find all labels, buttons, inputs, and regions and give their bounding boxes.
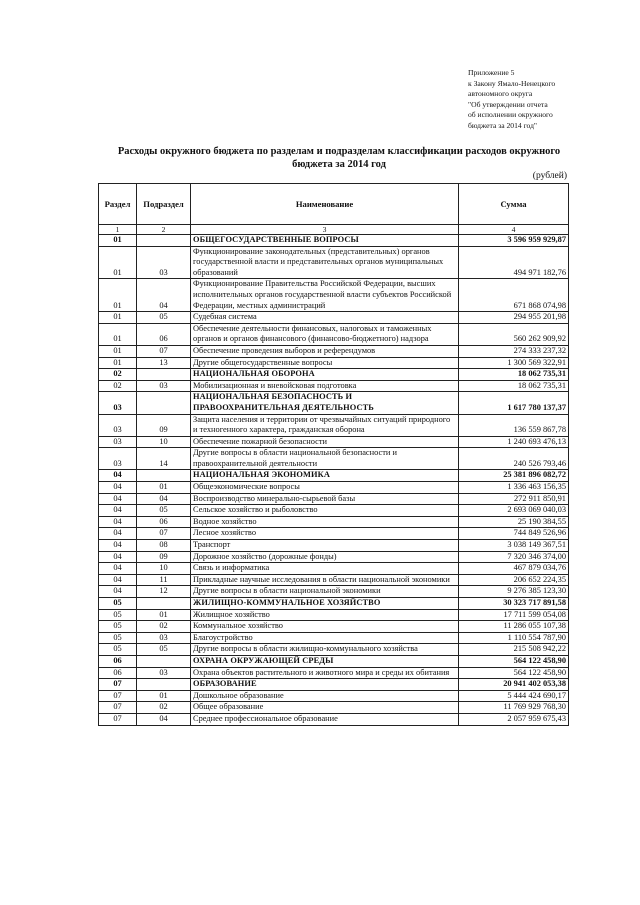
table-row xyxy=(99,357,569,369)
sum-cell: 671 868 074,98 xyxy=(459,279,569,312)
name-cell: Прикладные научные исследования в области национальной экономики xyxy=(191,574,459,586)
sum-cell: 744 849 526,96 xyxy=(459,528,569,540)
subsection-code-cell: 06 xyxy=(137,516,191,528)
section-code-cell: 01 xyxy=(99,345,137,357)
name-cell: ЖИЛИЩНО-КОММУНАЛЬНОЕ ХОЗЯЙСТВО xyxy=(191,598,459,610)
section-code-cell: 01 xyxy=(99,235,137,247)
header-name: Наименование xyxy=(191,184,459,225)
name-cell: Другие вопросы в области национальной безопасности и правоохранительной деятельности xyxy=(191,448,459,470)
table-row xyxy=(99,586,569,598)
subsection-code-cell xyxy=(137,392,191,414)
title-line-2: бюджета за 2014 год xyxy=(292,159,386,170)
index-cell: 2 xyxy=(137,225,191,235)
header-sum: Сумма xyxy=(459,184,569,225)
name-cell: НАЦИОНАЛЬНАЯ ЭКОНОМИКА xyxy=(191,470,459,482)
name-cell: ОБРАЗОВАНИЕ xyxy=(191,679,459,691)
sum-cell: 30 323 717 891,58 xyxy=(459,598,569,610)
table-row xyxy=(99,644,569,656)
name-cell: Среднее профессиональное образование xyxy=(191,713,459,725)
table-row xyxy=(99,655,569,667)
table-row xyxy=(99,414,569,436)
sum-cell: 2 693 069 040,03 xyxy=(459,505,569,517)
section-code-cell: 02 xyxy=(99,380,137,392)
sum-cell: 294 955 201,98 xyxy=(459,312,569,324)
appendix-line: об исполнении окружного xyxy=(468,110,553,120)
sum-cell: 11 286 055 107,38 xyxy=(459,621,569,633)
table-row xyxy=(99,702,569,714)
sum-cell: 3 596 959 929,87 xyxy=(459,235,569,247)
document-title xyxy=(108,145,570,171)
table-row xyxy=(99,621,569,633)
subsection-code-cell: 07 xyxy=(137,345,191,357)
sum-cell: 7 320 346 374,00 xyxy=(459,551,569,563)
budget-table xyxy=(98,183,569,726)
sum-cell: 564 122 458,90 xyxy=(459,655,569,667)
subsection-code-cell: 04 xyxy=(137,493,191,505)
subsection-code-cell xyxy=(137,470,191,482)
sum-cell: 2 057 959 675,43 xyxy=(459,713,569,725)
sum-cell: 18 062 735,31 xyxy=(459,380,569,392)
table-row xyxy=(99,312,569,324)
name-cell: Транспорт xyxy=(191,540,459,552)
sum-cell: 25 381 896 082,72 xyxy=(459,470,569,482)
name-cell: НАЦИОНАЛЬНАЯ ОБОРОНА xyxy=(191,369,459,381)
sum-cell: 1 300 569 322,91 xyxy=(459,357,569,369)
table-row xyxy=(99,679,569,691)
subsection-code-cell: 11 xyxy=(137,574,191,586)
section-code-cell: 01 xyxy=(99,312,137,324)
section-code-cell: 03 xyxy=(99,392,137,414)
subsection-code-cell xyxy=(137,235,191,247)
section-code-cell: 03 xyxy=(99,448,137,470)
subsection-code-cell: 06 xyxy=(137,323,191,345)
section-code-cell: 03 xyxy=(99,414,137,436)
table-row xyxy=(99,369,569,381)
name-cell: Охрана объектов растительного и животного мира и среды их обитания xyxy=(191,667,459,679)
subsection-code-cell: 03 xyxy=(137,380,191,392)
sum-cell: 1 617 780 137,37 xyxy=(459,392,569,414)
section-code-cell: 05 xyxy=(99,598,137,610)
section-code-cell: 05 xyxy=(99,632,137,644)
subsection-code-cell: 13 xyxy=(137,357,191,369)
name-cell: Воспроизводство минерально-сырьевой базы xyxy=(191,493,459,505)
section-code-cell: 02 xyxy=(99,369,137,381)
table-row xyxy=(99,345,569,357)
table-row xyxy=(99,470,569,482)
name-cell: Сельское хозяйство и рыболовство xyxy=(191,505,459,517)
subsection-code-cell: 01 xyxy=(137,482,191,494)
sum-cell: 20 941 402 053,38 xyxy=(459,679,569,691)
name-cell: Водное хозяйство xyxy=(191,516,459,528)
sum-cell: 9 276 385 123,30 xyxy=(459,586,569,598)
sum-cell: 494 971 182,76 xyxy=(459,246,569,279)
units-label: (рублей) xyxy=(532,171,567,181)
sum-cell: 240 526 793,46 xyxy=(459,448,569,470)
name-cell: Связь и информатика xyxy=(191,563,459,575)
section-code-cell: 04 xyxy=(99,482,137,494)
subsection-code-cell: 04 xyxy=(137,279,191,312)
sum-cell: 206 652 224,35 xyxy=(459,574,569,586)
section-code-cell: 07 xyxy=(99,702,137,714)
subsection-code-cell: 10 xyxy=(137,563,191,575)
table-row xyxy=(99,482,569,494)
sum-cell: 560 262 909,92 xyxy=(459,323,569,345)
appendix-line: "Об утверждении отчета xyxy=(468,99,548,109)
subsection-code-cell: 10 xyxy=(137,436,191,448)
subsection-code-cell: 05 xyxy=(137,312,191,324)
subsection-code-cell: 12 xyxy=(137,586,191,598)
table-row xyxy=(99,516,569,528)
sum-cell: 1 110 554 787,90 xyxy=(459,632,569,644)
index-cell: 4 xyxy=(459,225,569,235)
section-code-cell: 01 xyxy=(99,323,137,345)
name-cell: Лесное хозяйство xyxy=(191,528,459,540)
subsection-code-cell: 03 xyxy=(137,632,191,644)
section-code-cell: 04 xyxy=(99,551,137,563)
section-code-cell: 03 xyxy=(99,436,137,448)
table-row xyxy=(99,528,569,540)
name-cell: ОБЩЕГОСУДАРСТВЕННЫЕ ВОПРОСЫ xyxy=(191,235,459,247)
table-row xyxy=(99,323,569,345)
sum-cell: 18 062 735,31 xyxy=(459,369,569,381)
sum-cell: 272 911 850,91 xyxy=(459,493,569,505)
section-code-cell: 04 xyxy=(99,528,137,540)
sum-cell: 25 190 384,55 xyxy=(459,516,569,528)
name-cell: Обеспечение деятельности финансовых, налоговых и таможенных органов и органов финансового (финансово-бюджетного) надзора xyxy=(191,323,459,345)
section-code-cell: 04 xyxy=(99,516,137,528)
subsection-code-cell: 05 xyxy=(137,505,191,517)
header-subsection: Подраздел xyxy=(137,184,191,225)
sum-cell: 17 711 599 054,08 xyxy=(459,609,569,621)
name-cell: Защита населения и территории от чрезвычайных ситуаций природного и техногенного характера, гражданская оборона xyxy=(191,414,459,436)
sum-cell: 5 444 424 690,17 xyxy=(459,690,569,702)
name-cell: Дорожное хозяйство (дорожные фонды) xyxy=(191,551,459,563)
name-cell: Дошкольное образование xyxy=(191,690,459,702)
subsection-code-cell: 02 xyxy=(137,702,191,714)
appendix-line: автономного округа xyxy=(468,89,533,99)
table-row xyxy=(99,493,569,505)
table-row xyxy=(99,551,569,563)
appendix-note xyxy=(468,68,633,132)
sum-cell: 136 559 867,78 xyxy=(459,414,569,436)
subsection-code-cell: 01 xyxy=(137,609,191,621)
subsection-code-cell xyxy=(137,598,191,610)
subsection-code-cell: 02 xyxy=(137,621,191,633)
section-code-cell: 04 xyxy=(99,470,137,482)
section-code-cell: 05 xyxy=(99,644,137,656)
subsection-code-cell: 03 xyxy=(137,246,191,279)
name-cell: Функционирование законодательных (представительных) органов государственной власти и представительных органов муниципальных образований xyxy=(191,246,459,279)
name-cell: Общеэкономические вопросы xyxy=(191,482,459,494)
sum-cell: 467 879 034,76 xyxy=(459,563,569,575)
table-row xyxy=(99,667,569,679)
title-line-1: Расходы окружного бюджета по разделам и подразделам классификации расходов окружного xyxy=(117,146,561,157)
sum-cell: 215 508 942,22 xyxy=(459,644,569,656)
name-cell: Другие общегосударственные вопросы xyxy=(191,357,459,369)
table-row xyxy=(99,563,569,575)
section-code-cell: 04 xyxy=(99,574,137,586)
name-cell: Мобилизационная и вневойсковая подготовка xyxy=(191,380,459,392)
table-row xyxy=(99,632,569,644)
subsection-code-cell: 01 xyxy=(137,690,191,702)
section-code-cell: 04 xyxy=(99,505,137,517)
name-cell: НАЦИОНАЛЬНАЯ БЕЗОПАСНОСТЬ И ПРАВООХРАНИТЕЛЬНАЯ ДЕЯТЕЛЬНОСТЬ xyxy=(191,392,459,414)
appendix-line: к Закону Ямало-Ненецкого xyxy=(468,78,556,88)
table-row xyxy=(99,690,569,702)
name-cell: Коммунальное хозяйство xyxy=(191,621,459,633)
table-row xyxy=(99,235,569,247)
section-code-cell: 07 xyxy=(99,713,137,725)
sum-cell: 11 769 929 768,30 xyxy=(459,702,569,714)
table-body xyxy=(99,235,569,726)
appendix-line: Приложение 5 xyxy=(468,68,515,77)
table-row xyxy=(99,540,569,552)
name-cell: Судебная система xyxy=(191,312,459,324)
subsection-code-cell: 08 xyxy=(137,540,191,552)
section-code-cell: 01 xyxy=(99,279,137,312)
section-code-cell: 05 xyxy=(99,609,137,621)
table-row xyxy=(99,574,569,586)
table-row xyxy=(99,505,569,517)
table-row xyxy=(99,448,569,470)
header-section: Раздел xyxy=(99,184,137,225)
table-row xyxy=(99,713,569,725)
subsection-code-cell: 03 xyxy=(137,667,191,679)
section-code-cell: 01 xyxy=(99,246,137,279)
section-code-cell: 04 xyxy=(99,586,137,598)
section-code-cell: 07 xyxy=(99,690,137,702)
subsection-code-cell: 05 xyxy=(137,644,191,656)
name-cell: Обеспечение проведения выборов и референдумов xyxy=(191,345,459,357)
table-row xyxy=(99,436,569,448)
index-cell: 3 xyxy=(191,225,459,235)
section-code-cell: 01 xyxy=(99,357,137,369)
name-cell: ОХРАНА ОКРУЖАЮЩЕЙ СРЕДЫ xyxy=(191,655,459,667)
subsection-code-cell: 09 xyxy=(137,551,191,563)
section-code-cell: 04 xyxy=(99,493,137,505)
subsection-code-cell xyxy=(137,369,191,381)
section-code-cell: 04 xyxy=(99,540,137,552)
table-row xyxy=(99,380,569,392)
sum-cell: 3 038 149 367,51 xyxy=(459,540,569,552)
subsection-code-cell xyxy=(137,655,191,667)
name-cell: Жилищное хозяйство xyxy=(191,609,459,621)
name-cell: Благоустройство xyxy=(191,632,459,644)
name-cell: Другие вопросы в области жилищно-коммунального хозяйства xyxy=(191,644,459,656)
name-cell: Обеспечение пожарной безопасности xyxy=(191,436,459,448)
section-code-cell: 06 xyxy=(99,655,137,667)
index-cell: 1 xyxy=(99,225,137,235)
table-row xyxy=(99,279,569,312)
name-cell: Другие вопросы в области национальной экономики xyxy=(191,586,459,598)
sum-cell: 564 122 458,90 xyxy=(459,667,569,679)
section-code-cell: 06 xyxy=(99,667,137,679)
table-row xyxy=(99,392,569,414)
table-row xyxy=(99,609,569,621)
name-cell: Общее образование xyxy=(191,702,459,714)
table-row xyxy=(99,246,569,279)
sum-cell: 274 333 237,32 xyxy=(459,345,569,357)
section-code-cell: 04 xyxy=(99,563,137,575)
appendix-line: бюджета за 2014 год" xyxy=(468,120,538,130)
subsection-code-cell: 09 xyxy=(137,414,191,436)
subsection-code-cell: 07 xyxy=(137,528,191,540)
sum-cell: 1 336 463 156,35 xyxy=(459,482,569,494)
section-code-cell: 05 xyxy=(99,621,137,633)
name-cell: Функционирование Правительства Российской Федерации, высших исполнительных органов государственной власти субъектов Российской Федерации, местных администраций xyxy=(191,279,459,312)
section-code-cell: 07 xyxy=(99,679,137,691)
sum-cell: 1 240 693 476,13 xyxy=(459,436,569,448)
subsection-code-cell: 04 xyxy=(137,713,191,725)
subsection-code-cell: 14 xyxy=(137,448,191,470)
subsection-code-cell xyxy=(137,679,191,691)
table-row xyxy=(99,598,569,610)
